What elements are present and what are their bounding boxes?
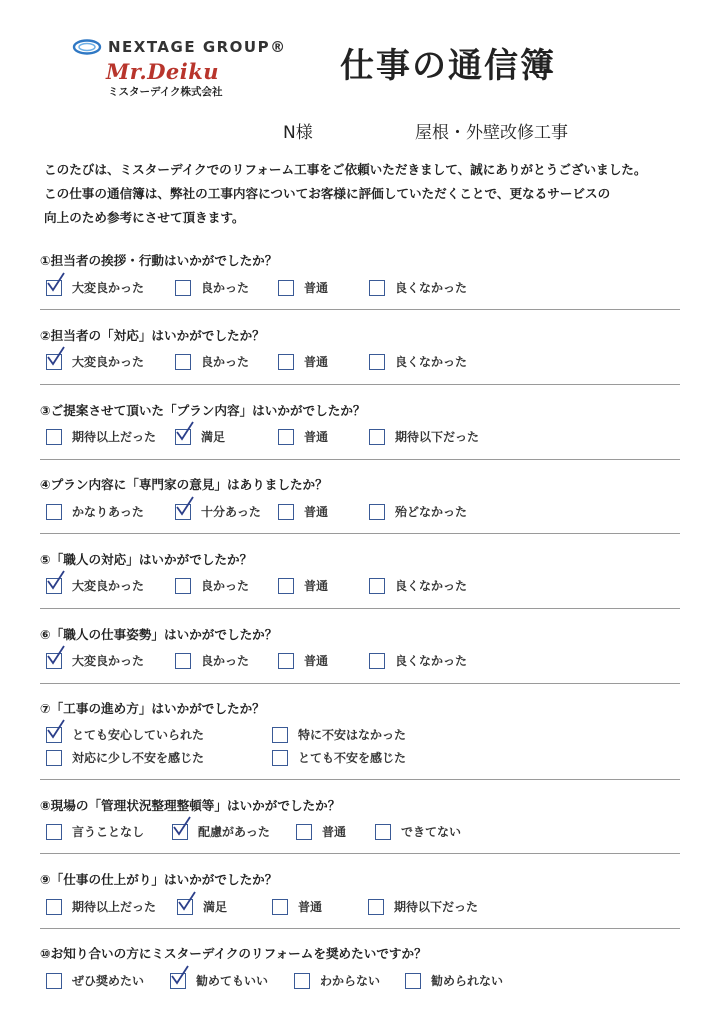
checkbox[interactable] — [46, 429, 62, 445]
checkmark-icon — [45, 569, 67, 593]
checkbox[interactable] — [175, 280, 191, 296]
option-label: かなりあった — [72, 505, 144, 519]
page-title: 仕事の通信簿 — [340, 46, 556, 86]
question-1: ①担当者の挨拶・行動はいかがでしたか？ — [40, 253, 278, 268]
option[interactable] — [46, 577, 144, 594]
option[interactable] — [175, 428, 225, 445]
checkbox[interactable] — [375, 824, 391, 840]
checkbox[interactable] — [172, 824, 188, 840]
option[interactable] — [405, 972, 503, 989]
option-label: 普通 — [304, 579, 329, 593]
question-8: ⑧現場の「管理状況整理整頓等」はいかがでしたか？ — [40, 798, 341, 813]
checkbox[interactable] — [46, 578, 62, 594]
checkbox[interactable] — [46, 653, 62, 669]
checkbox[interactable] — [272, 899, 288, 915]
option-label: 良くなかった — [395, 579, 468, 593]
checkbox[interactable] — [170, 973, 186, 989]
checkbox[interactable] — [46, 899, 62, 915]
option[interactable] — [175, 503, 261, 520]
checkmark-icon — [45, 271, 67, 295]
option-label: 特に不安はなかった — [298, 728, 407, 742]
checkbox[interactable] — [272, 727, 288, 743]
checkbox[interactable] — [369, 578, 385, 594]
option[interactable] — [296, 823, 346, 840]
checkbox[interactable] — [294, 973, 310, 989]
checkbox[interactable] — [278, 429, 294, 445]
checkbox[interactable] — [177, 899, 193, 915]
option-label: 良くなかった — [395, 355, 468, 369]
checkbox[interactable] — [272, 750, 288, 766]
checkbox[interactable] — [175, 653, 191, 669]
checkbox[interactable] — [368, 899, 384, 915]
checkbox[interactable] — [278, 653, 294, 669]
divider — [40, 309, 680, 310]
checkmark-icon — [45, 345, 67, 369]
option[interactable] — [170, 972, 268, 989]
option-label: 対応に少し不安を感じた — [72, 751, 205, 765]
checkmark-icon — [174, 420, 196, 444]
group-logo — [72, 38, 342, 56]
checkbox[interactable] — [46, 354, 62, 370]
checkbox[interactable] — [46, 824, 62, 840]
checkbox[interactable] — [175, 578, 191, 594]
checkmark-icon — [174, 495, 196, 519]
customer-name: N様 — [283, 123, 313, 143]
checkbox[interactable] — [278, 354, 294, 370]
option-label: できてない — [401, 825, 462, 839]
option-label: 良かった — [201, 579, 250, 593]
option-label: 言うことなし — [72, 825, 145, 839]
question-6: ⑥「職人の仕事姿勢」はいかがでしたか？ — [40, 627, 278, 642]
option[interactable] — [46, 749, 204, 766]
divider — [40, 779, 680, 780]
option[interactable] — [46, 726, 204, 743]
option-label: 良かった — [201, 281, 250, 295]
option-label: とても安心していられた — [72, 728, 205, 742]
option-label: 普通 — [304, 654, 329, 668]
option-label: わからない — [320, 974, 381, 988]
checkbox[interactable] — [46, 973, 62, 989]
option[interactable] — [369, 503, 467, 520]
option[interactable] — [46, 898, 156, 915]
option[interactable] — [375, 823, 461, 840]
question-7: ⑦「工事の進め方」はいかがでしたか？ — [40, 701, 265, 716]
option-label: 勧められない — [431, 974, 504, 988]
option[interactable] — [46, 279, 144, 296]
question-9: ⑨「仕事の仕上がり」はいかがでしたか？ — [40, 872, 278, 887]
checkmark-icon — [45, 644, 67, 668]
checkbox[interactable] — [278, 280, 294, 296]
checkmark-icon — [171, 815, 193, 839]
option[interactable] — [369, 428, 479, 445]
option[interactable] — [175, 652, 249, 669]
option-label: 大変良かった — [72, 654, 145, 668]
option[interactable] — [369, 353, 467, 370]
divider — [40, 384, 680, 385]
question-2: ②担当者の「対応」はいかがでしたか？ — [40, 328, 265, 343]
option[interactable] — [278, 279, 328, 296]
option-label: 配慮があった — [198, 825, 270, 839]
option[interactable] — [278, 503, 328, 520]
checkbox[interactable] — [278, 504, 294, 520]
option[interactable] — [278, 652, 328, 669]
divider — [40, 928, 680, 929]
divider — [40, 459, 680, 460]
option-label: とても不安を感じた — [298, 751, 407, 765]
divider — [40, 533, 680, 534]
option[interactable] — [46, 428, 156, 445]
divider — [40, 853, 680, 854]
checkbox[interactable] — [369, 504, 385, 520]
question-4: ④プラン内容に「専門家の意見」はありましたか？ — [40, 477, 328, 492]
option-label: 大変良かった — [72, 579, 145, 593]
question-3: ③ご提案させて頂いた「プラン内容」はいかがでしたか？ — [40, 403, 366, 418]
option-label: 良くなかった — [395, 654, 468, 668]
option-label: 普通 — [304, 505, 329, 519]
option[interactable] — [272, 726, 406, 743]
checkbox[interactable] — [405, 973, 421, 989]
option[interactable] — [172, 823, 270, 840]
option[interactable] — [272, 898, 322, 915]
option-label: 良かった — [201, 654, 250, 668]
group-name: NEXTAGE GROUP® — [108, 38, 287, 56]
option-label: 普通 — [298, 900, 323, 914]
option[interactable] — [175, 353, 249, 370]
option-label: 十分あった — [201, 505, 261, 519]
intro-line: 向上のため参考にさせて頂きます。 — [44, 210, 245, 225]
option-label: 期待以上だった — [72, 430, 157, 444]
option[interactable] — [46, 353, 144, 370]
intro-line: この仕事の通信簿は、弊社の工事内容についてお客様に評価していただくことで、更なるサービスの — [44, 186, 611, 201]
divider — [40, 683, 680, 684]
company-name: ミスターデイク株式会社 — [108, 86, 223, 98]
intro-text — [44, 158, 647, 230]
option-label: 満足 — [203, 900, 228, 914]
option-label: 期待以下だった — [394, 900, 479, 914]
option[interactable] — [278, 428, 328, 445]
brand-logo-text: Mr.Deiku — [106, 59, 220, 84]
option[interactable] — [278, 577, 328, 594]
checkbox[interactable] — [46, 280, 62, 296]
swirl-logo-icon — [72, 38, 102, 56]
checkbox[interactable] — [46, 727, 62, 743]
intro-line: このたびは、ミスターデイクでのリフォーム工事をご依頼いただきまして、誠にありがとうございました。 — [44, 162, 647, 177]
checkbox[interactable] — [175, 354, 191, 370]
option[interactable] — [46, 823, 144, 840]
work-type: 屋根・外壁改修工事 — [415, 123, 568, 143]
option-label: 大変良かった — [72, 355, 145, 369]
question-10: ⑩お知り合いの方にミスターデイクのリフォームを奨めたいですか？ — [40, 946, 427, 961]
checkbox[interactable] — [369, 653, 385, 669]
option[interactable] — [272, 749, 406, 766]
option-label: 大変良かった — [72, 281, 145, 295]
checkbox[interactable] — [296, 824, 312, 840]
checkmark-icon — [176, 890, 198, 914]
question-5: ⑤「職人の対応」はいかがでしたか？ — [40, 552, 253, 567]
checkbox[interactable] — [369, 280, 385, 296]
checkmark-icon — [45, 718, 67, 742]
option-label: 勧めてもいい — [196, 974, 269, 988]
option-label: 期待以下だった — [395, 430, 480, 444]
checkbox[interactable] — [278, 578, 294, 594]
option[interactable] — [369, 279, 467, 296]
option-label: 期待以上だった — [72, 900, 157, 914]
divider — [40, 608, 680, 609]
option[interactable] — [368, 898, 478, 915]
option-label: 殆どなかった — [395, 505, 468, 519]
option-label: 普通 — [304, 430, 329, 444]
checkbox[interactable] — [369, 429, 385, 445]
checkbox[interactable] — [175, 504, 191, 520]
option[interactable] — [46, 972, 144, 989]
option-label: 満足 — [201, 430, 226, 444]
checkbox[interactable] — [175, 429, 191, 445]
option-label: 良かった — [201, 355, 250, 369]
option-label: 良くなかった — [395, 281, 468, 295]
option-label: 普通 — [304, 355, 329, 369]
option-label: ぜひ奨めたい — [72, 974, 145, 988]
brand-block — [72, 38, 342, 99]
option-label: 普通 — [304, 281, 329, 295]
option[interactable] — [369, 652, 467, 669]
option[interactable] — [294, 972, 380, 989]
option[interactable] — [46, 503, 144, 520]
option[interactable] — [369, 577, 467, 594]
option-label: 普通 — [322, 825, 347, 839]
option[interactable] — [175, 279, 249, 296]
option[interactable] — [46, 652, 144, 669]
checkbox[interactable] — [46, 504, 62, 520]
checkbox[interactable] — [369, 354, 385, 370]
checkmark-icon — [169, 964, 191, 988]
checkbox[interactable] — [46, 750, 62, 766]
option[interactable] — [175, 577, 249, 594]
option[interactable] — [278, 353, 328, 370]
option[interactable] — [177, 898, 227, 915]
